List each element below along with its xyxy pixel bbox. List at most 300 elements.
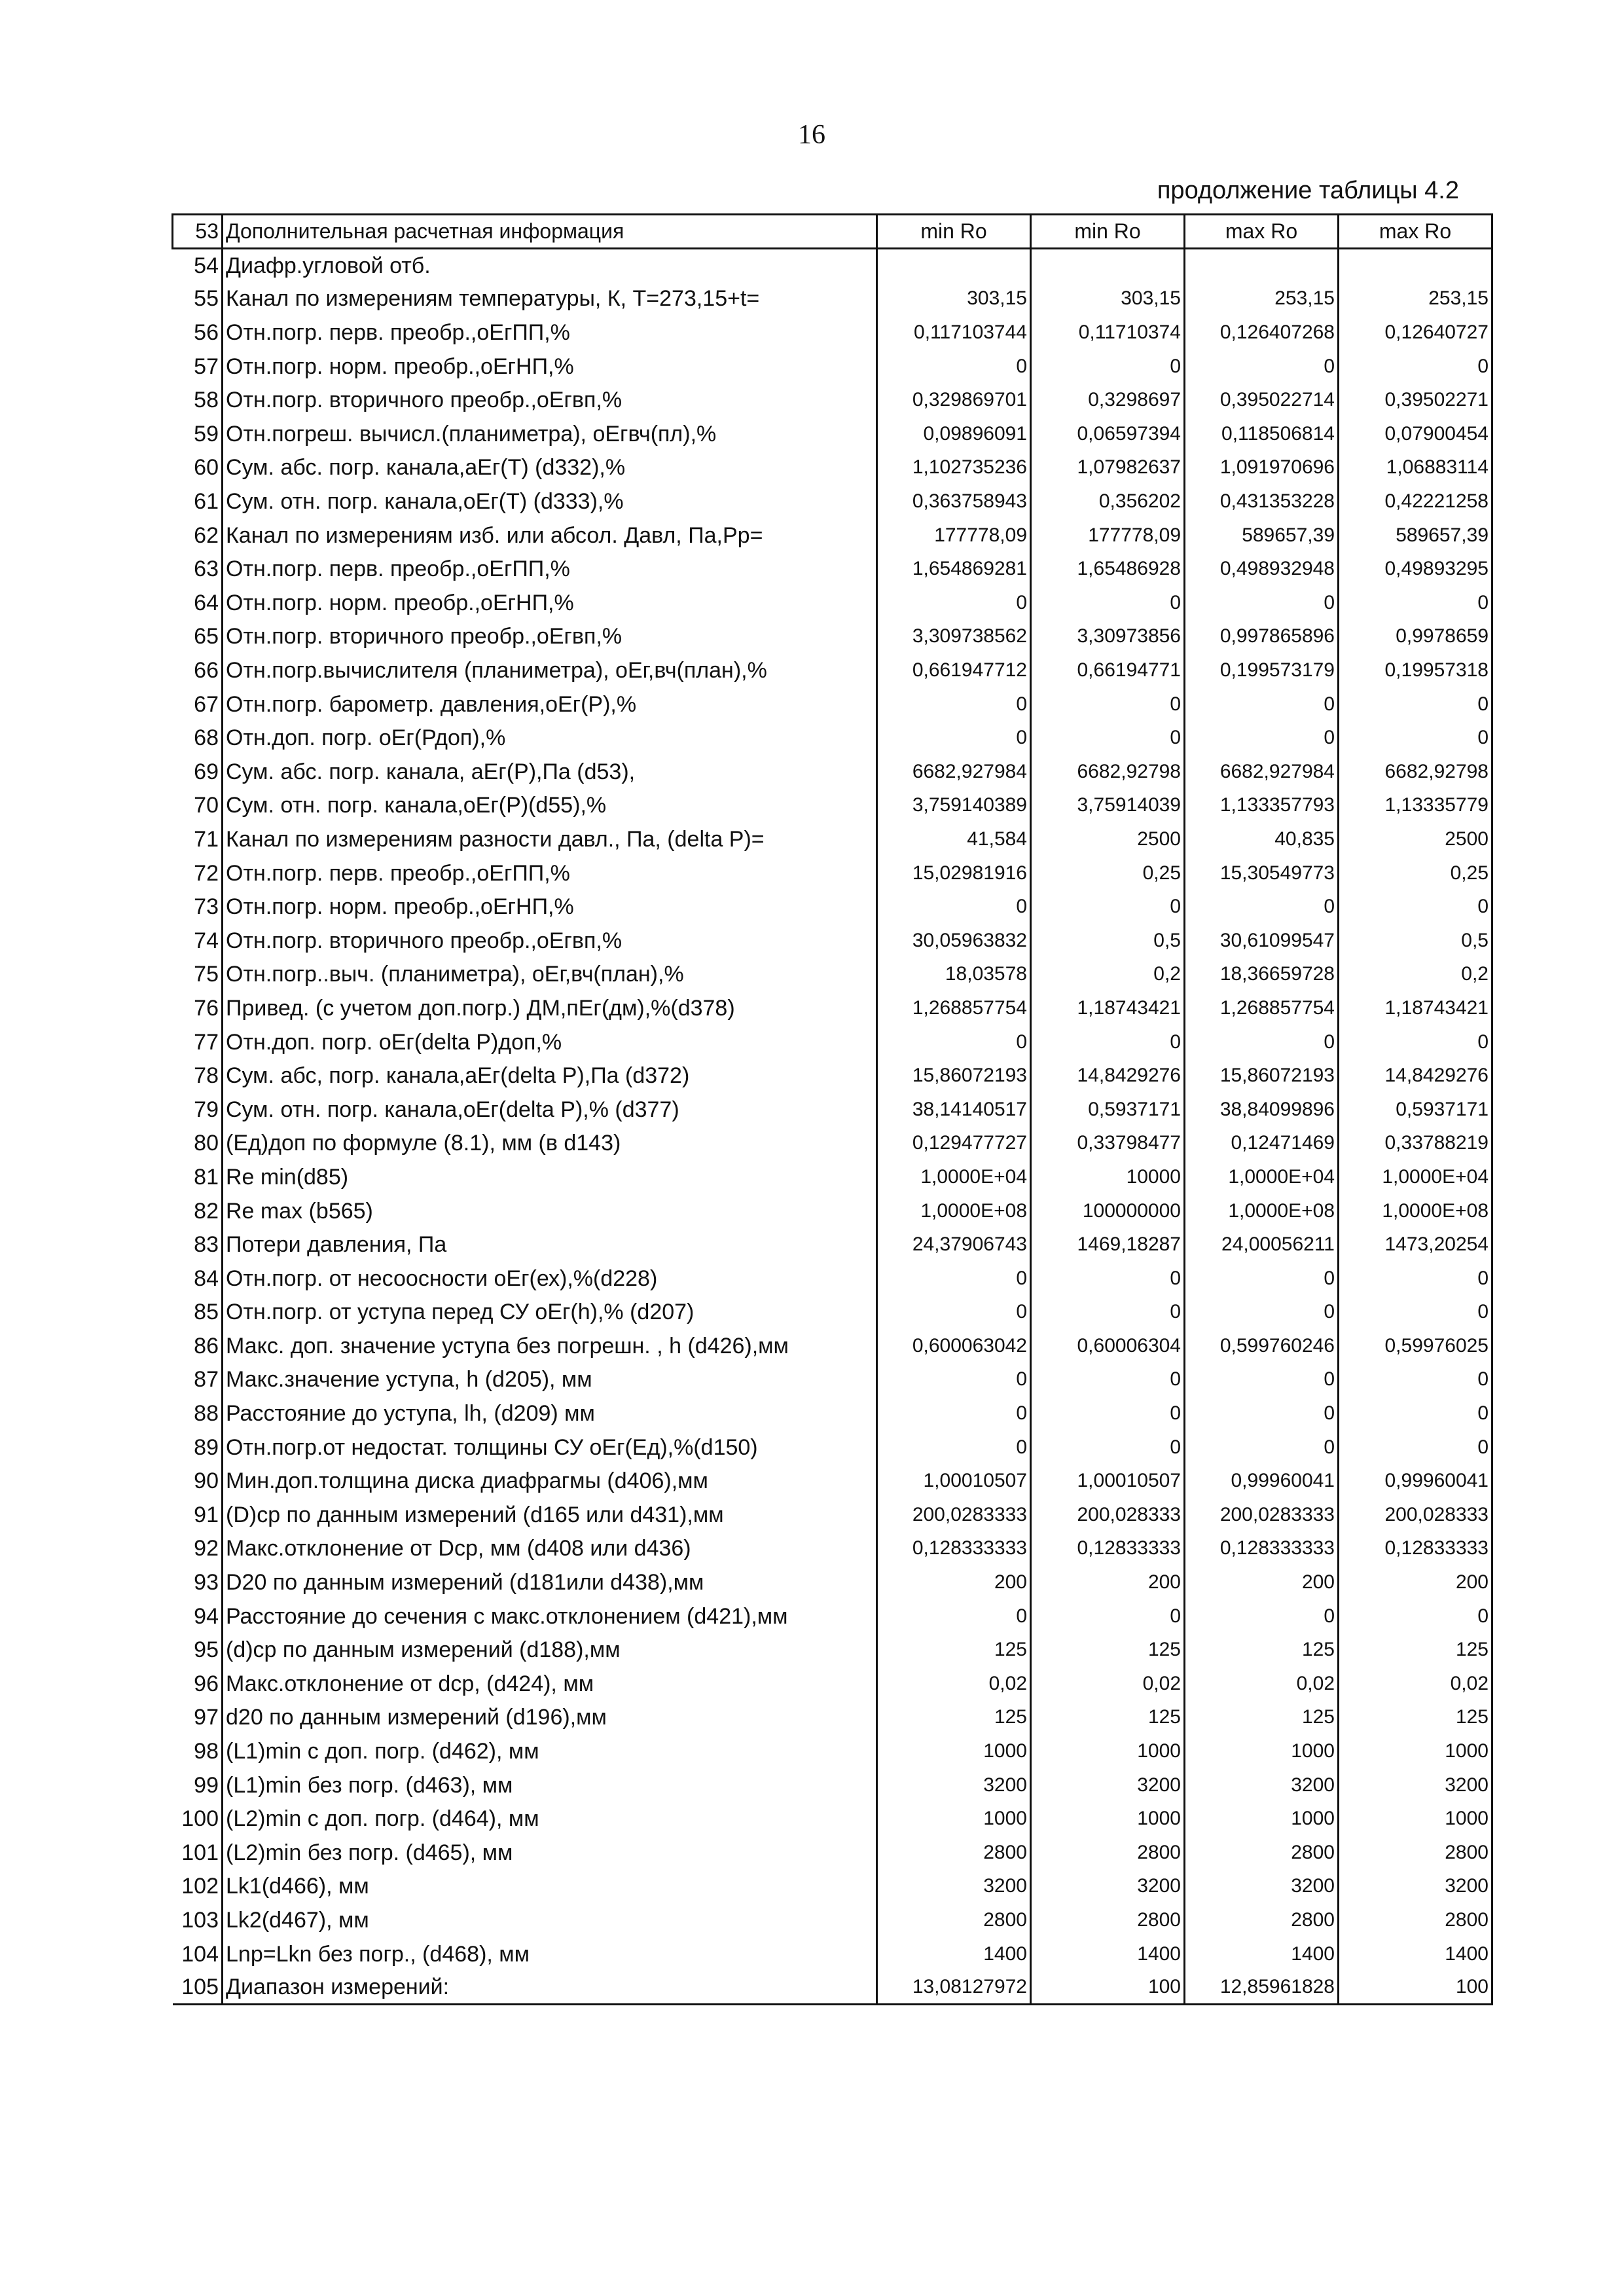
table-row: [173, 1464, 1492, 1498]
row-label: Сум. отн. погр. канала,оЕг(delta P),% (d377): [223, 1093, 877, 1127]
value-cell: 100: [1031, 1971, 1185, 2005]
value-cell: 0,997865896: [1185, 620, 1339, 654]
value-cell: 0: [1031, 721, 1185, 755]
value-cell: 0: [1031, 1025, 1185, 1059]
row-number: 88: [194, 1401, 219, 1427]
header-column: min Ro: [1031, 215, 1185, 249]
value-cell: 18,36659728: [1185, 958, 1339, 992]
table-row: [173, 451, 1492, 485]
table-row: [173, 822, 1492, 856]
row-number: 104: [181, 1941, 219, 1967]
value-cell: 0: [1185, 1599, 1339, 1633]
header-column: max Ro: [1185, 215, 1339, 249]
value-cell: 0,33798477: [1031, 1127, 1185, 1161]
row-number: 74: [194, 928, 219, 953]
row-number: 69: [194, 759, 219, 784]
header-title: Дополнительная расчетная информация: [223, 215, 877, 249]
table-body: [173, 248, 1492, 2005]
table-row: [173, 1599, 1492, 1633]
value-cell: 0,11710374: [1031, 316, 1185, 350]
row-number: 101: [181, 1840, 219, 1865]
value-cell: 0,5937171: [1031, 1093, 1185, 1127]
value-cell: 0,02: [877, 1667, 1031, 1701]
row-label: (D)ср по данным измерений (d165 или d431),мм: [223, 1498, 877, 1532]
row-number: 71: [194, 826, 219, 852]
row-label: Диафр.угловой отб.: [223, 248, 877, 282]
value-cell: 0: [1185, 1396, 1339, 1430]
value-cell: 0,661947712: [877, 653, 1031, 687]
value-cell: 0,199573179: [1185, 653, 1339, 687]
value-cell: 0,5: [1339, 924, 1492, 958]
value-cell: 0,39502271: [1339, 383, 1492, 417]
value-cell: 0,49893295: [1339, 552, 1492, 586]
value-cell: 1,00010507: [1031, 1464, 1185, 1498]
value-cell: 1400: [877, 1937, 1031, 1971]
value-cell: 0: [877, 1430, 1031, 1465]
row-number: 89: [194, 1434, 219, 1460]
row-label: Отн.доп. погр. оЕг(Рдоп),%: [223, 721, 877, 755]
value-cell: 0: [1185, 1430, 1339, 1465]
table-row: [173, 1430, 1492, 1465]
value-cell: 0,42221258: [1339, 484, 1492, 519]
value-cell: 1,0000E+08: [877, 1194, 1031, 1228]
value-cell: 0: [1185, 1262, 1339, 1296]
row-label: Отн.погр..выч. (планиметра), оЕг,вч(план),%: [223, 958, 877, 992]
table-row: [173, 316, 1492, 350]
value-cell: 0: [1339, 1262, 1492, 1296]
row-label: Lk1(d466), мм: [223, 1870, 877, 1904]
value-cell: 1000: [1339, 1734, 1492, 1768]
table-row: [173, 1903, 1492, 1937]
value-cell: 1,06883114: [1339, 451, 1492, 485]
table-row: [173, 1971, 1492, 2005]
value-cell: 0: [1031, 1599, 1185, 1633]
row-number: 94: [194, 1603, 219, 1629]
value-cell: 2800: [877, 1903, 1031, 1937]
row-label: Re min(d85): [223, 1160, 877, 1194]
value-cell: 200: [1031, 1565, 1185, 1599]
row-label: Канал по измерениям разности давл., Па, (delta P)=: [223, 822, 877, 856]
row-label: Мин.доп.толщина диска диафрагмы (d406),мм: [223, 1464, 877, 1498]
row-label: Отн.доп. погр. оЕг(delta P)доп,%: [223, 1025, 877, 1059]
value-cell: 1,65486928: [1031, 552, 1185, 586]
row-label: Сум. абс, погр. канала,аЕг(delta P),Па (d372): [223, 1059, 877, 1093]
row-number: 56: [194, 320, 219, 346]
value-cell: 38,84099896: [1185, 1093, 1339, 1127]
value-cell: 0: [877, 1363, 1031, 1397]
row-number: 60: [194, 455, 219, 481]
value-cell: 1,0000E+04: [1185, 1160, 1339, 1194]
value-cell: 0: [1339, 1430, 1492, 1465]
table-row: [173, 890, 1492, 924]
value-cell: 200: [1185, 1565, 1339, 1599]
value-cell: 0,12833333: [1339, 1532, 1492, 1566]
row-label: Сум. абс. погр. канала, аЕг(Р),Па (d53),: [223, 755, 877, 789]
row-number: 91: [194, 1502, 219, 1527]
row-number: 64: [194, 590, 219, 615]
row-number: 75: [194, 962, 219, 987]
value-cell: 0,02: [1339, 1667, 1492, 1701]
value-cell: 0,33788219: [1339, 1127, 1492, 1161]
value-cell: 12,85961828: [1185, 1971, 1339, 2005]
row-label: Макс.отклонение от Dср, мм (d408 или d436): [223, 1532, 877, 1566]
value-cell: 1400: [1031, 1937, 1185, 1971]
value-cell: 0: [877, 1025, 1031, 1059]
row-label: Отн.погреш. вычисл.(планиметра), оЕгвч(пл),%: [223, 417, 877, 451]
row-number: 63: [194, 556, 219, 582]
header-row-number: 53: [173, 215, 223, 249]
value-cell: 125: [1031, 1633, 1185, 1667]
value-cell: 0,99960041: [1185, 1464, 1339, 1498]
value-cell: 1,654869281: [877, 552, 1031, 586]
table-row: [173, 653, 1492, 687]
value-cell: 1000: [877, 1734, 1031, 1768]
row-number: 70: [194, 793, 219, 818]
value-cell: 0,599760246: [1185, 1329, 1339, 1363]
table-row: [173, 417, 1492, 451]
value-cell: 0: [1339, 1296, 1492, 1330]
table-row: [173, 687, 1492, 721]
value-cell: 0,59976025: [1339, 1329, 1492, 1363]
row-number: 82: [194, 1198, 219, 1224]
value-cell: 40,835: [1185, 822, 1339, 856]
value-cell: 1000: [1031, 1802, 1185, 1836]
row-number: 77: [194, 1029, 219, 1055]
row-label: Отн.погр. барометр. давления,оЕг(Р),%: [223, 687, 877, 721]
value-cell: 0,5937171: [1339, 1093, 1492, 1127]
value-cell: 3200: [1031, 1768, 1185, 1802]
value-cell: 125: [1031, 1701, 1185, 1735]
value-cell: 1,268857754: [1185, 991, 1339, 1025]
row-label: (L1)min без погр. (d463), мм: [223, 1768, 877, 1802]
table-row: [173, 1667, 1492, 1701]
table-continuation-caption: продолжение таблицы 4.2: [1157, 177, 1459, 204]
row-number: 78: [194, 1063, 219, 1089]
value-cell: 0,118506814: [1185, 417, 1339, 451]
table-row: [173, 484, 1492, 519]
value-cell: 0,12471469: [1185, 1127, 1339, 1161]
value-cell: 41,584: [877, 822, 1031, 856]
value-cell: 253,15: [1185, 282, 1339, 316]
value-cell: 200: [877, 1565, 1031, 1599]
value-cell: 0: [1339, 687, 1492, 721]
value-cell: 2800: [1031, 1836, 1185, 1870]
value-cell: 6682,92798: [1339, 755, 1492, 789]
value-cell: 0,600063042: [877, 1329, 1031, 1363]
value-cell: 1400: [1339, 1937, 1492, 1971]
row-label: (L2)min с доп. погр. (d464), мм: [223, 1802, 877, 1836]
value-cell: 0: [1031, 350, 1185, 384]
value-cell: 0,12833333: [1031, 1532, 1185, 1566]
row-label: Канал по измерениям температуры, К, Т=273,15+t=: [223, 282, 877, 316]
value-cell: 3200: [1185, 1768, 1339, 1802]
table-row: [173, 1093, 1492, 1127]
row-label: Отн.погр. вторичного преобр.,оЕгвп,%: [223, 620, 877, 654]
value-cell: 15,86072193: [877, 1059, 1031, 1093]
value-cell: 3200: [877, 1768, 1031, 1802]
value-cell: 0,25: [1339, 856, 1492, 890]
value-cell: 1469,18287: [1031, 1228, 1185, 1262]
table-row: [173, 1701, 1492, 1735]
value-cell: 0: [877, 890, 1031, 924]
value-cell: 1,268857754: [877, 991, 1031, 1025]
row-number: 85: [194, 1300, 219, 1325]
row-number: 79: [194, 1097, 219, 1122]
value-cell: 0,117103744: [877, 316, 1031, 350]
table-row: [173, 755, 1492, 789]
value-cell: 0,2: [1031, 958, 1185, 992]
row-number: 84: [194, 1266, 219, 1291]
value-cell: 1,0000E+08: [1339, 1194, 1492, 1228]
row-number: 68: [194, 725, 219, 751]
row-label: Потери давления, Па: [223, 1228, 877, 1262]
row-label: Отн.погр. от уступа перед СУ оЕг(h),% (d207): [223, 1296, 877, 1330]
value-cell: 0,128333333: [1185, 1532, 1339, 1566]
table-row: [173, 552, 1492, 586]
value-cell: 0,363758943: [877, 484, 1031, 519]
value-cell: 0: [1339, 586, 1492, 620]
value-cell: 0: [1339, 1363, 1492, 1397]
value-cell: 1,0000E+04: [1339, 1160, 1492, 1194]
value-cell: 0,09896091: [877, 417, 1031, 451]
row-number: 59: [194, 421, 219, 446]
value-cell: 1,13335779: [1339, 789, 1492, 823]
table-row: [173, 958, 1492, 992]
value-cell: 0,99960041: [1339, 1464, 1492, 1498]
table-row: [173, 1127, 1492, 1161]
value-cell: 125: [1185, 1633, 1339, 1667]
value-cell: 0,2: [1339, 958, 1492, 992]
value-cell: 2800: [1339, 1836, 1492, 1870]
row-label: Lnp=Lkn без погр., (d468), мм: [223, 1937, 877, 1971]
value-cell: 3200: [877, 1870, 1031, 1904]
table-header-row: [173, 215, 1492, 249]
value-cell: 0: [877, 350, 1031, 384]
table-row: [173, 1532, 1492, 1566]
value-cell: 0,395022714: [1185, 383, 1339, 417]
value-cell: 0: [1185, 1025, 1339, 1059]
table-row: [173, 1836, 1492, 1870]
value-cell: [1185, 248, 1339, 282]
value-cell: 0,498932948: [1185, 552, 1339, 586]
value-cell: 0,07900454: [1339, 417, 1492, 451]
value-cell: 10000: [1031, 1160, 1185, 1194]
value-cell: 0: [1031, 586, 1185, 620]
table-row: [173, 856, 1492, 890]
value-cell: 1000: [877, 1802, 1031, 1836]
value-cell: 3200: [1185, 1870, 1339, 1904]
table-row: [173, 1228, 1492, 1262]
table-row: [173, 1194, 1492, 1228]
value-cell: 303,15: [877, 282, 1031, 316]
row-number: 66: [194, 658, 219, 683]
value-cell: 125: [877, 1701, 1031, 1735]
table-row: [173, 383, 1492, 417]
value-cell: 0,60006304: [1031, 1329, 1185, 1363]
value-cell: 0: [877, 1262, 1031, 1296]
value-cell: 1,091970696: [1185, 451, 1339, 485]
table-row: [173, 282, 1492, 316]
row-label: Отн.погр. норм. преобр.,оЕгНП,%: [223, 350, 877, 384]
row-number: 95: [194, 1637, 219, 1663]
row-label: Сум. отн. погр. канала,оЕг(Р)(d55),%: [223, 789, 877, 823]
value-cell: 0,06597394: [1031, 417, 1185, 451]
row-number: 97: [194, 1705, 219, 1730]
value-cell: 1,18743421: [1339, 991, 1492, 1025]
value-cell: 2500: [1031, 822, 1185, 856]
value-cell: 0: [877, 687, 1031, 721]
row-label: Сум. абс. погр. канала,аЕг(Т) (d332),%: [223, 451, 877, 485]
row-label: Lk2(d467), мм: [223, 1903, 877, 1937]
value-cell: 1400: [1185, 1937, 1339, 1971]
value-cell: 200: [1339, 1565, 1492, 1599]
value-cell: 3200: [1031, 1870, 1185, 1904]
row-label: d20 по данным измерений (d196),мм: [223, 1701, 877, 1735]
row-label: Диапазон измерений:: [223, 1971, 877, 2005]
value-cell: 177778,09: [1031, 519, 1185, 553]
row-label: Отн.погр. вторичного преобр.,оЕгвп,%: [223, 924, 877, 958]
table-row: [173, 1262, 1492, 1296]
row-number: 76: [194, 995, 219, 1021]
value-cell: 0: [1031, 1396, 1185, 1430]
value-cell: 0: [1185, 1363, 1339, 1397]
value-cell: 589657,39: [1339, 519, 1492, 553]
value-cell: 0: [1185, 586, 1339, 620]
value-cell: 200,028333: [1031, 1498, 1185, 1532]
row-label: Отн.погр. норм. преобр.,оЕгНП,%: [223, 890, 877, 924]
row-label: Макс. доп. значение уступа без погрешн. , h (d426),мм: [223, 1329, 877, 1363]
row-label: Расстояние до уступа, lh, (d209) мм: [223, 1396, 877, 1430]
value-cell: 1,00010507: [877, 1464, 1031, 1498]
row-number: 73: [194, 894, 219, 920]
row-label: Канал по измерениям изб. или абсол. Давл, Па,Рр=: [223, 519, 877, 553]
row-label: Отн.погр. перв. преобр.,оЕгПП,%: [223, 552, 877, 586]
value-cell: 589657,39: [1185, 519, 1339, 553]
page-number: 16: [798, 120, 825, 150]
value-cell: 38,14140517: [877, 1093, 1031, 1127]
table-row: [173, 1870, 1492, 1904]
value-cell: 0,02: [1185, 1667, 1339, 1701]
value-cell: 0,5: [1031, 924, 1185, 958]
row-label: Отн.погр. норм. преобр.,оЕгНП,%: [223, 586, 877, 620]
value-cell: 253,15: [1339, 282, 1492, 316]
value-cell: 6682,927984: [877, 755, 1031, 789]
value-cell: 177778,09: [877, 519, 1031, 553]
table-row: [173, 1498, 1492, 1532]
row-label: Привед. (с учетом доп.погр.) ДМ,пЕг(дм),%(d378): [223, 991, 877, 1025]
value-cell: 0,431353228: [1185, 484, 1339, 519]
row-number: 61: [194, 489, 219, 515]
table-row: [173, 586, 1492, 620]
value-cell: 2800: [1185, 1903, 1339, 1937]
table-row: [173, 1363, 1492, 1397]
value-cell: 1473,20254: [1339, 1228, 1492, 1262]
value-cell: 1000: [1185, 1802, 1339, 1836]
value-cell: [877, 248, 1031, 282]
row-number: 54: [194, 253, 219, 278]
table-row: [173, 1396, 1492, 1430]
value-cell: 3,309738562: [877, 620, 1031, 654]
value-cell: 6682,927984: [1185, 755, 1339, 789]
value-cell: 14,8429276: [1031, 1059, 1185, 1093]
value-cell: 0,19957318: [1339, 653, 1492, 687]
value-cell: 0,129477727: [877, 1127, 1031, 1161]
row-number: 87: [194, 1367, 219, 1393]
value-cell: 18,03578: [877, 958, 1031, 992]
row-number: 105: [173, 1971, 223, 2005]
value-cell: 0: [877, 1296, 1031, 1330]
table-row: [173, 924, 1492, 958]
row-label: Отн.погр.от недостат. толщины СУ оЕг(Ед),%(d150): [223, 1430, 877, 1465]
table-row: [173, 991, 1492, 1025]
value-cell: 2800: [1185, 1836, 1339, 1870]
value-cell: 303,15: [1031, 282, 1185, 316]
value-cell: 0: [1339, 721, 1492, 755]
row-label: Отн.погр.вычислителя (планиметра), оЕг,вч(план),%: [223, 653, 877, 687]
table-row: [173, 1802, 1492, 1836]
row-label: Отн.погр. перв. преобр.,оЕгПП,%: [223, 856, 877, 890]
value-cell: 0: [1339, 1396, 1492, 1430]
row-number: 99: [194, 1772, 219, 1798]
row-number: 92: [194, 1536, 219, 1561]
value-cell: 0,356202: [1031, 484, 1185, 519]
value-cell: 1,07982637: [1031, 451, 1185, 485]
value-cell: 0,329869701: [877, 383, 1031, 417]
value-cell: 2800: [1339, 1903, 1492, 1937]
value-cell: 0: [877, 1396, 1031, 1430]
table-row: [173, 1160, 1492, 1194]
row-number: 100: [181, 1806, 219, 1832]
value-cell: 0,3298697: [1031, 383, 1185, 417]
value-cell: 0,126407268: [1185, 316, 1339, 350]
value-cell: 1000: [1339, 1802, 1492, 1836]
row-label: Re max (b565): [223, 1194, 877, 1228]
row-number: 81: [194, 1164, 219, 1190]
value-cell: 100: [1339, 1971, 1492, 2005]
row-number: 93: [194, 1570, 219, 1595]
row-label: Отн.погр. перв. преобр.,оЕгПП,%: [223, 316, 877, 350]
value-cell: 0: [1031, 890, 1185, 924]
value-cell: 0: [1031, 1430, 1185, 1465]
row-label: Расстояние до сечения с макс.отклонением (d421),мм: [223, 1599, 877, 1633]
value-cell: 0: [1031, 1363, 1185, 1397]
value-cell: 15,02981916: [877, 856, 1031, 890]
header-column: max Ro: [1339, 215, 1492, 249]
value-cell: 0: [877, 721, 1031, 755]
row-number: 98: [194, 1739, 219, 1764]
value-cell: 0: [1185, 687, 1339, 721]
value-cell: 2500: [1339, 822, 1492, 856]
row-label: Сум. отн. погр. канала,оЕг(Т) (d333),%: [223, 484, 877, 519]
row-number: 102: [181, 1874, 219, 1899]
value-cell: 100000000: [1031, 1194, 1185, 1228]
table-row: [173, 721, 1492, 755]
table-row: [173, 1937, 1492, 1971]
row-number: 62: [194, 522, 219, 548]
value-cell: 0,9978659: [1339, 620, 1492, 654]
value-cell: 1,0000E+04: [877, 1160, 1031, 1194]
value-cell: 125: [1185, 1701, 1339, 1735]
row-number: 86: [194, 1333, 219, 1358]
value-cell: 6682,92798: [1031, 755, 1185, 789]
value-cell: 0,25: [1031, 856, 1185, 890]
value-cell: 0,66194771: [1031, 653, 1185, 687]
row-number: 80: [194, 1131, 219, 1156]
value-cell: 1,133357793: [1185, 789, 1339, 823]
value-cell: 3,75914039: [1031, 789, 1185, 823]
value-cell: 30,05963832: [877, 924, 1031, 958]
value-cell: 0,128333333: [877, 1532, 1031, 1566]
